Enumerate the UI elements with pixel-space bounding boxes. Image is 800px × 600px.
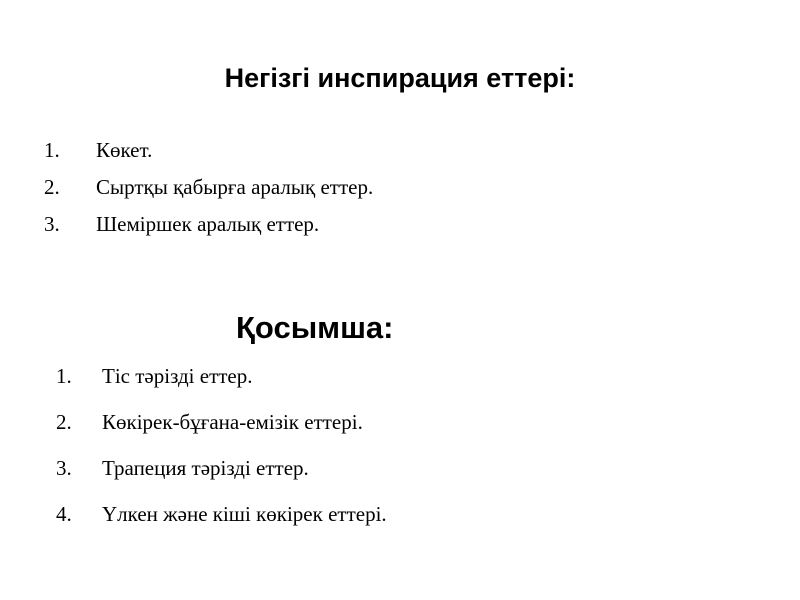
list-item-text: Үлкен және кіші көкірек еттері. <box>102 502 387 526</box>
list-item-text: Сыртқы қабырға аралық еттер. <box>96 175 374 199</box>
list-item-text: Көкет. <box>96 138 153 162</box>
list-item-number: 2. <box>44 175 60 199</box>
list-item-text: Шеміршек аралық еттер. <box>96 212 320 236</box>
list-item-number: 2. <box>56 410 72 434</box>
list-item-number: 3. <box>56 456 72 480</box>
slide-title: Негізгі инспирация еттері: <box>224 63 576 93</box>
list-item-number: 3. <box>44 212 60 236</box>
list-item-text: Трапеция тәрізді еттер. <box>102 456 309 480</box>
additional-section-title: Қосымша: <box>236 310 394 345</box>
list-item-number: 1. <box>56 364 72 388</box>
list-item-number: 1. <box>44 138 60 162</box>
list-item-text: Көкірек-бұғана-емізік еттері. <box>102 410 363 434</box>
list-item-number: 4. <box>56 502 72 526</box>
list-item-text: Тіс тәрізді еттер. <box>102 364 253 388</box>
